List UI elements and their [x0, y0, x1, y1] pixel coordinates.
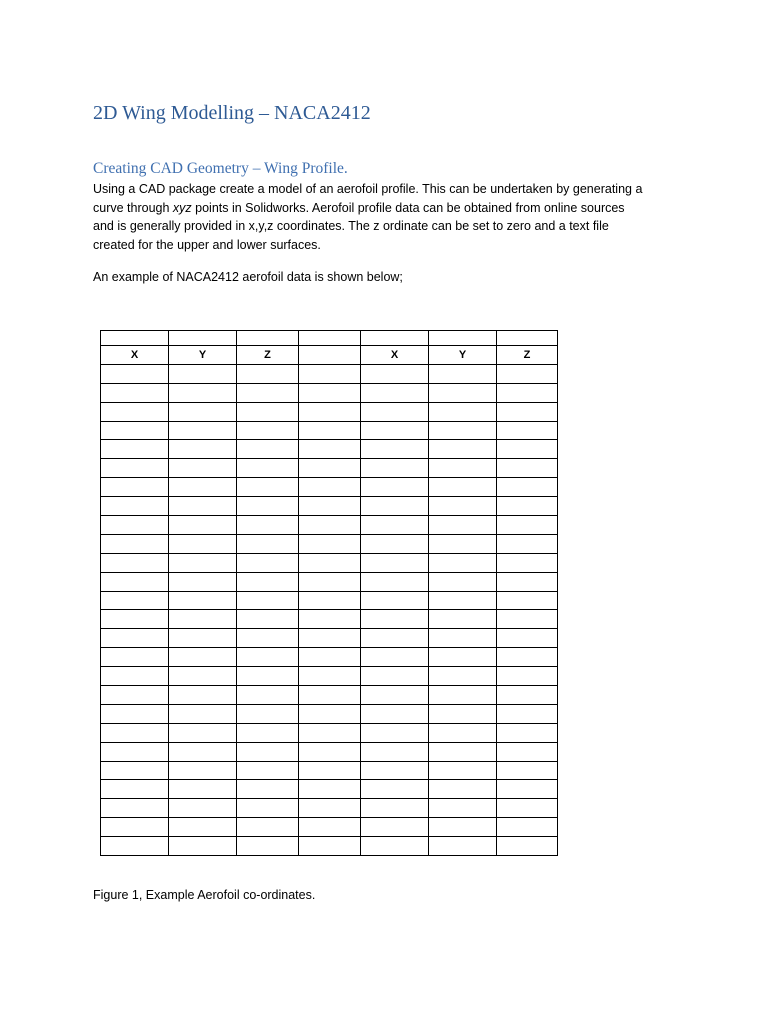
table-cell [361, 610, 429, 629]
table-cell [429, 553, 497, 572]
table-cell [497, 364, 558, 383]
table-cell [101, 704, 169, 723]
table-cell [299, 591, 361, 610]
table-row [101, 704, 558, 723]
table-cell [237, 648, 299, 667]
table-cell [497, 553, 558, 572]
table-cell [101, 572, 169, 591]
table-row [101, 440, 558, 459]
table-cell [169, 799, 237, 818]
header-x-lower: X [361, 346, 429, 365]
table-cell [169, 534, 237, 553]
table-row [101, 516, 558, 535]
table-cell [169, 686, 237, 705]
table-cell [429, 572, 497, 591]
table-cell [497, 331, 558, 346]
example-intro: An example of NACA2412 aerofoil data is shown below; [93, 270, 403, 284]
table-header-row [101, 346, 558, 365]
table-cell [361, 591, 429, 610]
paragraph-line: Using a CAD package create a model of an aerofoil profile. This can be undertaken by generating a [93, 182, 643, 196]
table-cell [237, 723, 299, 742]
table-cell [101, 667, 169, 686]
table-cell [497, 837, 558, 856]
table-cell [429, 331, 497, 346]
table-row [101, 799, 558, 818]
table-cell [299, 686, 361, 705]
table-body [101, 331, 558, 856]
table-cell [169, 553, 237, 572]
italic-xyz: xyz [172, 200, 192, 215]
table-cell [361, 648, 429, 667]
table-cell [497, 742, 558, 761]
header-z-lower: Z [497, 346, 558, 365]
table-cell [299, 534, 361, 553]
table-cell [497, 667, 558, 686]
table-cell [299, 553, 361, 572]
table-cell [299, 667, 361, 686]
table-row [101, 383, 558, 402]
header-y-upper: Y [169, 346, 237, 365]
table-row [101, 629, 558, 648]
table-cell [169, 421, 237, 440]
table-cell [169, 440, 237, 459]
intro-paragraph [93, 180, 673, 254]
table-cell [429, 383, 497, 402]
table-cell [361, 742, 429, 761]
paragraph-text: curve through [93, 200, 173, 215]
table-cell [361, 402, 429, 421]
table-cell [237, 421, 299, 440]
paragraph-line: and is generally provided in x,y,z coordinates. The z ordinate can be set to zero and a text file [93, 219, 609, 233]
table-cell [101, 459, 169, 478]
table-cell [237, 572, 299, 591]
table-cell [169, 497, 237, 516]
table-cell [429, 610, 497, 629]
table-cell [429, 686, 497, 705]
table-cell [361, 459, 429, 478]
table-cell [429, 723, 497, 742]
table-cell [169, 402, 237, 421]
table-cell [169, 572, 237, 591]
table-cell [237, 686, 299, 705]
table-cell [361, 383, 429, 402]
section-heading: Creating CAD Geometry – Wing Profile. [93, 160, 348, 177]
table-cell [299, 383, 361, 402]
table-cell [101, 534, 169, 553]
coordinates-table [100, 330, 558, 856]
table-cell [361, 497, 429, 516]
table-cell [101, 497, 169, 516]
table-row [101, 837, 558, 856]
table-cell [299, 761, 361, 780]
table-cell [361, 837, 429, 856]
table-cell [497, 402, 558, 421]
table-cell [429, 799, 497, 818]
table-cell [497, 704, 558, 723]
table-row [101, 572, 558, 591]
table-cell [497, 440, 558, 459]
table-row [101, 686, 558, 705]
header-y-lower: Y [429, 346, 497, 365]
table-cell [429, 516, 497, 535]
table-cell [497, 761, 558, 780]
table-cell [101, 421, 169, 440]
table-cell [361, 799, 429, 818]
table-cell [299, 723, 361, 742]
table-cell [299, 742, 361, 761]
table-cell [237, 704, 299, 723]
table-cell [237, 742, 299, 761]
table-cell [299, 516, 361, 535]
table-cell [101, 516, 169, 535]
table-cell [497, 610, 558, 629]
table-cell [169, 761, 237, 780]
table-cell [237, 629, 299, 648]
table-cell [361, 629, 429, 648]
paragraph-text: points in Solidworks. Aerofoil profile data can be obtained from online sources [191, 200, 625, 215]
table-cell [361, 723, 429, 742]
table-row [101, 478, 558, 497]
table-cell [429, 667, 497, 686]
table-cell [169, 667, 237, 686]
table-row [101, 780, 558, 799]
table-cell [429, 761, 497, 780]
table-cell [169, 516, 237, 535]
table-cell [429, 648, 497, 667]
table-cell [497, 534, 558, 553]
table-cell [299, 572, 361, 591]
table-cell [497, 629, 558, 648]
table-cell [101, 761, 169, 780]
table-row [101, 761, 558, 780]
table-cell [169, 704, 237, 723]
table-cell [361, 440, 429, 459]
table-cell [429, 818, 497, 837]
table-cell [497, 478, 558, 497]
table-row [101, 497, 558, 516]
table-cell [101, 818, 169, 837]
table-cell [169, 780, 237, 799]
table-cell [237, 383, 299, 402]
table-cell [361, 421, 429, 440]
figure-caption: Figure 1, Example Aerofoil co-ordinates. [93, 888, 316, 902]
header-z-upper: Z [237, 346, 299, 365]
table-cell [101, 364, 169, 383]
table-cell [237, 837, 299, 856]
table-cell [361, 780, 429, 799]
table-cell [497, 497, 558, 516]
paragraph-line: created for the upper and lower surfaces. [93, 237, 321, 252]
table-cell [429, 497, 497, 516]
table-cell [101, 402, 169, 421]
table-cell [169, 837, 237, 856]
table-row [101, 723, 558, 742]
table-cell [101, 383, 169, 402]
table-cell [299, 459, 361, 478]
table-cell [169, 478, 237, 497]
table-cell [497, 723, 558, 742]
table-cell [497, 686, 558, 705]
table-row [101, 402, 558, 421]
table-cell [429, 478, 497, 497]
table-row [101, 742, 558, 761]
table-cell [237, 516, 299, 535]
table-cell [497, 799, 558, 818]
table-cell [497, 780, 558, 799]
table-row [101, 818, 558, 837]
table-cell [169, 364, 237, 383]
table-cell [299, 648, 361, 667]
table-cell [237, 331, 299, 346]
table-cell [299, 610, 361, 629]
table-cell [101, 610, 169, 629]
table-cell [299, 497, 361, 516]
table-cell [299, 421, 361, 440]
table-cell [497, 459, 558, 478]
table-cell [101, 478, 169, 497]
table-cell [299, 704, 361, 723]
table-cell [497, 572, 558, 591]
table-cell [237, 478, 299, 497]
table-row [101, 553, 558, 572]
table-cell [237, 591, 299, 610]
table-cell [497, 383, 558, 402]
table-cell [299, 837, 361, 856]
table-cell [497, 421, 558, 440]
table-cell [101, 837, 169, 856]
header-blank [299, 346, 361, 365]
table-cell [299, 799, 361, 818]
table-cell [429, 364, 497, 383]
table-cell [299, 331, 361, 346]
table-cell [429, 421, 497, 440]
table-cell [169, 331, 237, 346]
document-title: 2D Wing Modelling – NACA2412 [93, 102, 371, 124]
table-cell [361, 364, 429, 383]
header-x-upper: X [101, 346, 169, 365]
table-top-row [101, 331, 558, 346]
table-cell [101, 780, 169, 799]
table-cell [429, 704, 497, 723]
table-cell [101, 440, 169, 459]
table-cell [361, 704, 429, 723]
table-row [101, 648, 558, 667]
table-cell [169, 459, 237, 478]
table-cell [429, 780, 497, 799]
table-cell [497, 818, 558, 837]
table-cell [429, 742, 497, 761]
table-cell [169, 742, 237, 761]
table-cell [429, 440, 497, 459]
table-row [101, 459, 558, 478]
table-row [101, 421, 558, 440]
table-cell [361, 331, 429, 346]
table-cell [299, 402, 361, 421]
table-cell [429, 534, 497, 553]
table-row [101, 610, 558, 629]
table-cell [361, 667, 429, 686]
table-cell [237, 534, 299, 553]
table-cell [237, 761, 299, 780]
table-cell [361, 572, 429, 591]
table-cell [101, 331, 169, 346]
table-cell [361, 686, 429, 705]
table-cell [361, 516, 429, 535]
table-cell [497, 591, 558, 610]
table-cell [361, 818, 429, 837]
table-cell [237, 402, 299, 421]
table-cell [101, 742, 169, 761]
table-cell [237, 818, 299, 837]
table-cell [429, 591, 497, 610]
table-cell [237, 459, 299, 478]
table-cell [101, 648, 169, 667]
table-cell [299, 818, 361, 837]
table-cell [361, 761, 429, 780]
table-cell [299, 364, 361, 383]
table-cell [361, 478, 429, 497]
table-cell [361, 553, 429, 572]
table-cell [101, 799, 169, 818]
table-cell [101, 723, 169, 742]
table-cell [299, 780, 361, 799]
table-cell [237, 780, 299, 799]
table-cell [237, 610, 299, 629]
table-cell [429, 837, 497, 856]
table-row [101, 667, 558, 686]
table-cell [169, 818, 237, 837]
table-cell [101, 591, 169, 610]
table-cell [237, 440, 299, 459]
table-cell [101, 629, 169, 648]
table-cell [237, 497, 299, 516]
table-row [101, 591, 558, 610]
table-cell [101, 686, 169, 705]
table-cell [497, 648, 558, 667]
table-cell [429, 629, 497, 648]
table-cell [429, 402, 497, 421]
table-row [101, 364, 558, 383]
table-cell [169, 591, 237, 610]
table-cell [169, 383, 237, 402]
table-cell [237, 364, 299, 383]
table-cell [237, 799, 299, 818]
paragraph-line [93, 199, 673, 218]
table-cell [361, 534, 429, 553]
table-cell [237, 667, 299, 686]
table-cell [299, 478, 361, 497]
table-cell [429, 459, 497, 478]
table-cell [299, 440, 361, 459]
table-cell [169, 610, 237, 629]
table-cell [169, 723, 237, 742]
table-cell [169, 648, 237, 667]
table-cell [299, 629, 361, 648]
table-cell [101, 553, 169, 572]
table-cell [497, 516, 558, 535]
table-cell [237, 553, 299, 572]
table-cell [169, 629, 237, 648]
table-row [101, 534, 558, 553]
